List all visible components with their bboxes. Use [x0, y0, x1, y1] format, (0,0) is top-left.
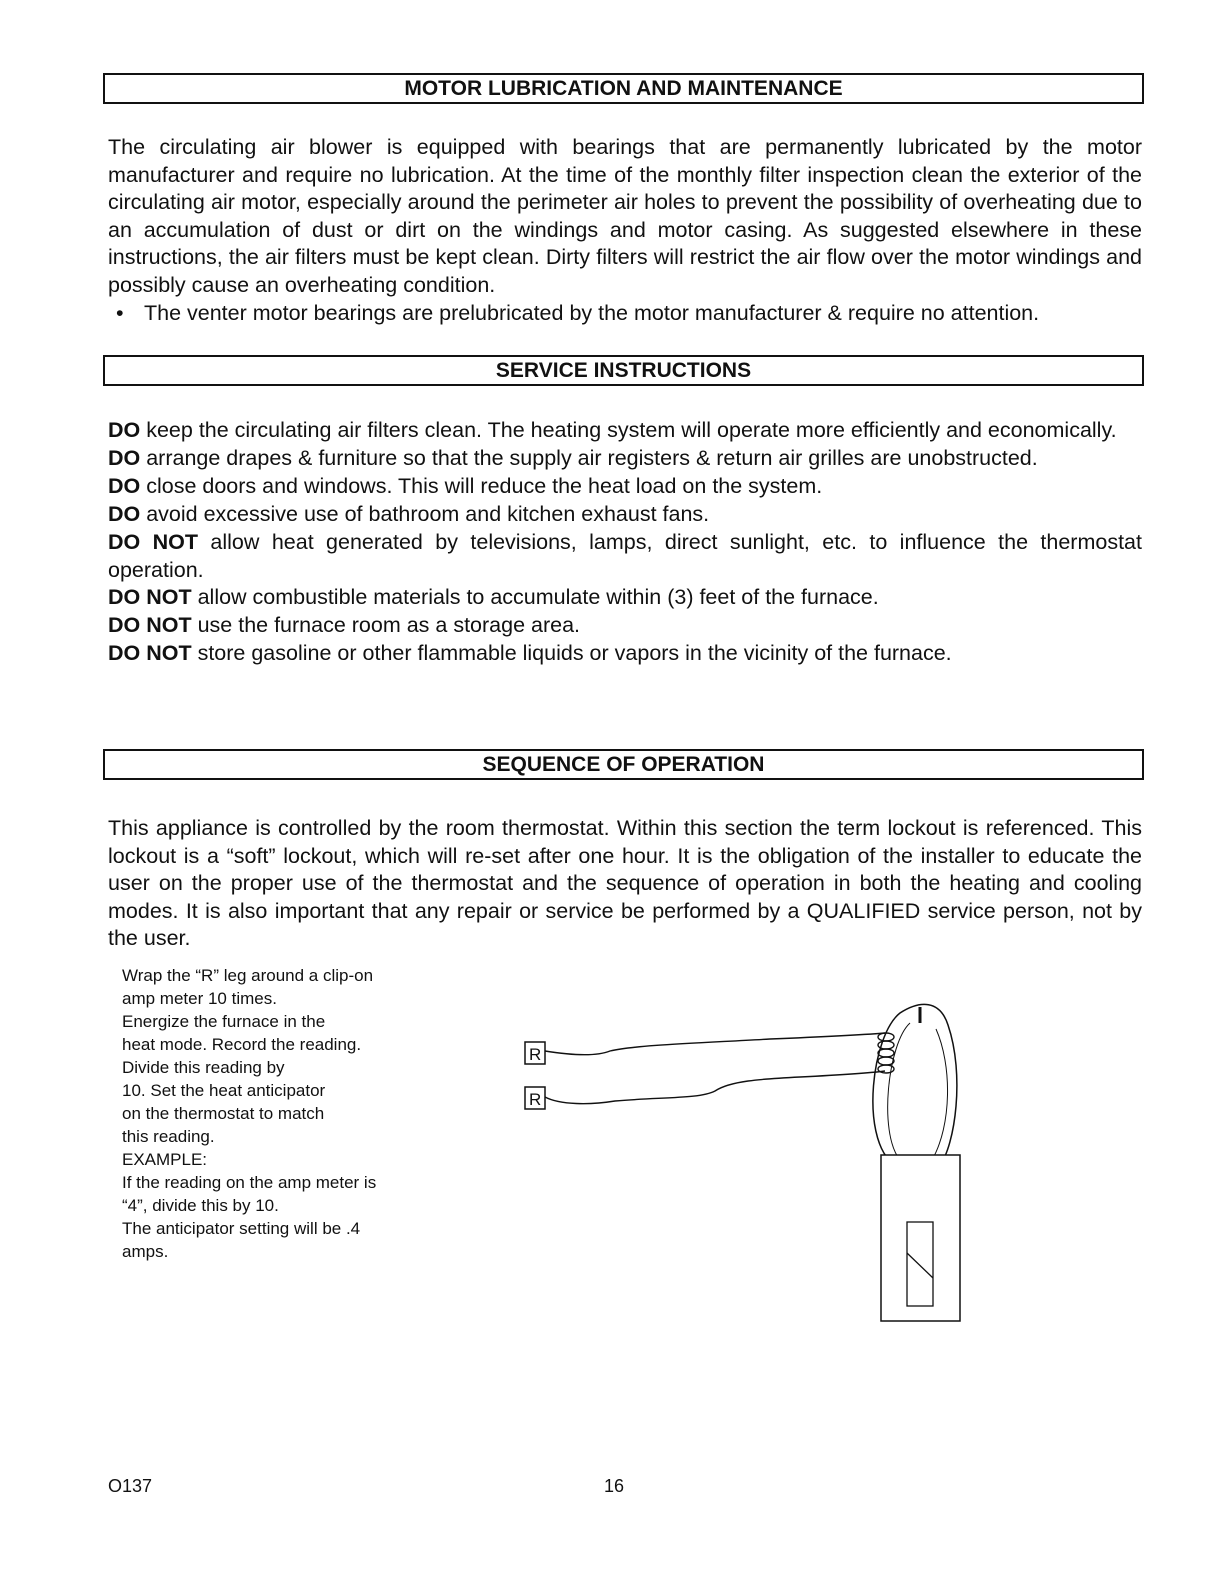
- section-title: MOTOR LUBRICATION AND MAINTENANCE: [404, 77, 843, 100]
- instruction-text: store gasoline or other flammable liquids or vapors in the vicinity of the furnace.: [191, 641, 952, 666]
- list-item: [108, 417, 1142, 445]
- do-not-keyword: DO NOT: [108, 641, 192, 666]
- do-not-keyword: DO NOT: [108, 613, 192, 638]
- instruction-text: avoid excessive use of bathroom and kitchen exhaust fans.: [140, 501, 710, 526]
- do-not-keyword: DO NOT: [108, 585, 192, 610]
- bullet-icon: •: [116, 301, 124, 325]
- meter-display-icon: [907, 1222, 933, 1306]
- list-item: [108, 584, 1142, 612]
- do-not-keyword: DO NOT: [108, 529, 199, 554]
- instruction-text: allow combustible materials to accumulate within (3) feet of the furnace.: [191, 585, 879, 610]
- r-terminal-label: R: [529, 1045, 542, 1064]
- motor-paragraph: The circulating air blower is equipped with bearings that are permanently lubricated by the motor manufacturer and require no lubrication. At the time of the monthly filter inspection clean the exterior of the circulating air motor, especially around the perimeter air holes to prevent the possibility of overheating due to an accumulation of dust or dirt on the windings and motor casing. As suggested elsewhere in these instructions, the air filters must be kept clean. Dirty filters will restrict the air flow over the motor windings and possibly cause an overheating condition.: [108, 135, 1142, 297]
- instruction-text: arrange drapes & furniture so that the supply air registers & return air grilles are unobstructed.: [140, 445, 1038, 470]
- document-code: O137: [108, 1476, 153, 1496]
- caption-line: “4”, divide this by 10.: [122, 1196, 279, 1215]
- do-keyword: DO: [108, 473, 141, 498]
- caption-line: heat mode. Record the reading.: [122, 1035, 362, 1054]
- wire-r-lead: [545, 1071, 885, 1104]
- clamp-jaw-icon: [873, 1004, 957, 1165]
- section-title: SEQUENCE OF OPERATION: [482, 753, 765, 776]
- caption-line: 10. Set the heat anticipator: [122, 1081, 326, 1100]
- caption-line: Divide this reading by: [122, 1058, 285, 1077]
- bullet-text: The venter motor bearings are prelubricated by the motor manufacturer & require no attention.: [144, 301, 1040, 325]
- page-number: 16: [604, 1476, 625, 1496]
- list-item: [108, 445, 1142, 473]
- r-terminal-label: R: [529, 1090, 542, 1109]
- instruction-text: keep the circulating air filters clean. The heating system will operate more efficiently and economically.: [140, 418, 1117, 442]
- amp-meter-diagram: [500, 995, 980, 1335]
- caption-line: The anticipator setting will be .4: [122, 1219, 361, 1238]
- sequence-paragraph: This appliance is controlled by the room thermostat. Within this section the term lockout is referenced. This lockout is a “soft” lockout, which will re-set after one hour. It is the obligation of the installer to educate the user on the proper use of the thermostat and the sequence of operation in both the heating and cooling modes. It is also important that any repair or service be performed by a QUALIFIED service person, not by the user.: [108, 816, 1142, 950]
- list-item: [108, 640, 1142, 668]
- list-item: [108, 473, 1142, 501]
- do-keyword: DO: [108, 445, 141, 470]
- service-instructions-list: [108, 417, 1142, 668]
- section-header-service: [103, 355, 1144, 386]
- section-header-sequence: [103, 749, 1144, 780]
- clamp-jaw-inner: [932, 1029, 948, 1160]
- instruction-text: allow heat generated by televisions, lamps, direct sunlight, etc. to influence the thermostat operation.: [108, 529, 1142, 582]
- caption-line: Wrap the “R” leg around a clip-on: [122, 966, 374, 985]
- motor-bullet: [116, 300, 1146, 328]
- instruction-text: close doors and windows. This will reduce the heat load on the system.: [140, 473, 823, 498]
- caption-line: Energize the furnace in the: [122, 1012, 326, 1031]
- figure-caption: [122, 964, 432, 1263]
- caption-line: this reading.: [122, 1127, 215, 1146]
- clamp-jaw-inner: [888, 1023, 910, 1160]
- instruction-text: use the furnace room as a storage area.: [191, 613, 581, 638]
- do-keyword: DO: [108, 418, 141, 442]
- section-header-motor: [103, 73, 1144, 104]
- list-item: [108, 529, 1142, 585]
- list-item: [108, 612, 1142, 640]
- do-keyword: DO: [108, 501, 141, 526]
- list-item: [108, 501, 1142, 529]
- caption-line: If the reading on the amp meter is: [122, 1173, 377, 1192]
- caption-line: amps.: [122, 1242, 169, 1261]
- caption-line: EXAMPLE:: [122, 1150, 208, 1169]
- wire-r-lead: [545, 1033, 885, 1055]
- caption-line: on the thermostat to match: [122, 1104, 325, 1123]
- caption-line: amp meter 10 times.: [122, 989, 277, 1008]
- section-title: SERVICE INSTRUCTIONS: [495, 359, 752, 382]
